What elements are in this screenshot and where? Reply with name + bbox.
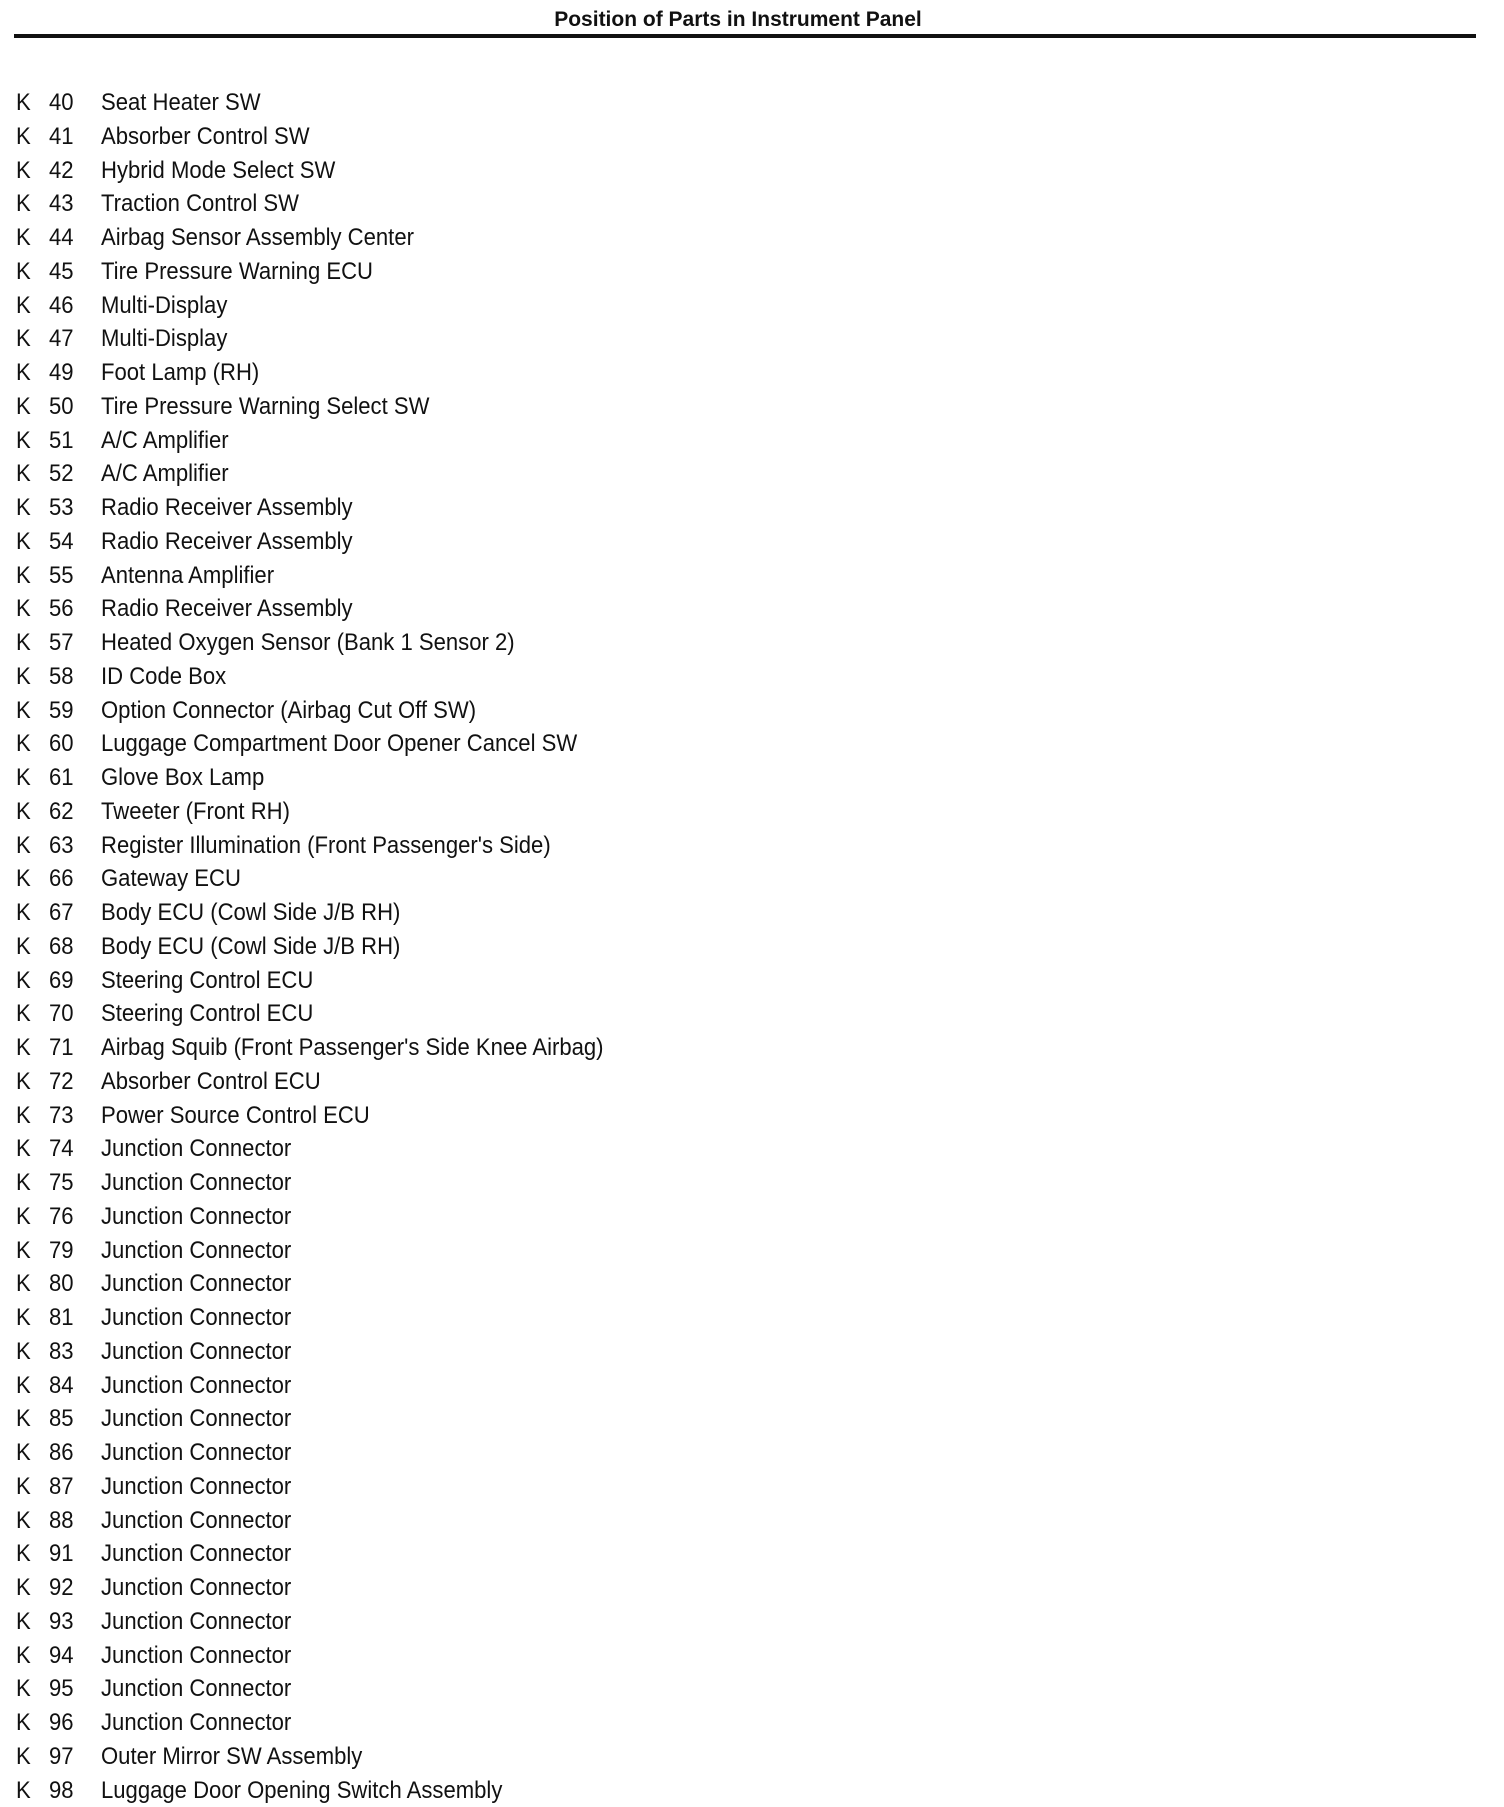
- part-name: Multi-Display: [101, 289, 227, 323]
- part-number: 91: [49, 1537, 74, 1571]
- part-number: 59: [49, 694, 74, 728]
- part-prefix: K: [16, 1335, 31, 1369]
- part-prefix: K: [16, 356, 31, 390]
- part-number: 80: [49, 1267, 74, 1301]
- part-row: [0, 1234, 1504, 1268]
- part-number: 86: [49, 1436, 74, 1470]
- part-prefix: K: [16, 424, 31, 458]
- part-prefix: K: [16, 154, 31, 188]
- part-number: 67: [49, 896, 74, 930]
- part-number: 68: [49, 930, 74, 964]
- part-row: [0, 997, 1504, 1031]
- part-prefix: K: [16, 1301, 31, 1335]
- part-name: Glove Box Lamp: [101, 761, 264, 795]
- part-name: A/C Amplifier: [101, 424, 229, 458]
- part-row: [0, 964, 1504, 998]
- part-row: [0, 356, 1504, 390]
- part-row: [0, 1639, 1504, 1673]
- page-title: Position of Parts in Instrument Panel: [0, 6, 1476, 34]
- part-name: Radio Receiver Assembly: [101, 491, 353, 525]
- part-row: [0, 1301, 1504, 1335]
- part-name: Junction Connector: [101, 1301, 291, 1335]
- part-number: 88: [49, 1504, 74, 1538]
- part-row: [0, 1537, 1504, 1571]
- part-name: Junction Connector: [101, 1369, 291, 1403]
- part-name: Luggage Door Opening Switch Assembly: [101, 1774, 502, 1807]
- part-prefix: K: [16, 660, 31, 694]
- part-name: Multi-Display: [101, 322, 227, 356]
- part-row: [0, 1436, 1504, 1470]
- part-name: Junction Connector: [101, 1166, 291, 1200]
- part-row: [0, 491, 1504, 525]
- part-number: 43: [49, 187, 74, 221]
- part-prefix: K: [16, 289, 31, 323]
- part-name: Outer Mirror SW Assembly: [101, 1740, 362, 1774]
- part-prefix: K: [16, 930, 31, 964]
- part-prefix: K: [16, 120, 31, 154]
- part-prefix: K: [16, 1605, 31, 1639]
- part-prefix: K: [16, 491, 31, 525]
- part-number: 44: [49, 221, 74, 255]
- title-divider: [14, 34, 1476, 38]
- part-row: [0, 761, 1504, 795]
- part-prefix: K: [16, 1234, 31, 1268]
- part-name: Junction Connector: [101, 1200, 291, 1234]
- part-row: [0, 592, 1504, 626]
- part-number: 97: [49, 1740, 74, 1774]
- part-name: Gateway ECU: [101, 862, 241, 896]
- part-name: Option Connector (Airbag Cut Off SW): [101, 694, 476, 728]
- part-prefix: K: [16, 559, 31, 593]
- part-number: 61: [49, 761, 74, 795]
- part-number: 60: [49, 727, 74, 761]
- part-number: 94: [49, 1639, 74, 1673]
- part-prefix: K: [16, 1436, 31, 1470]
- part-name: Tweeter (Front RH): [101, 795, 290, 829]
- part-name: Junction Connector: [101, 1267, 291, 1301]
- part-name: Heated Oxygen Sensor (Bank 1 Sensor 2): [101, 626, 515, 660]
- part-name: Steering Control ECU: [101, 997, 313, 1031]
- part-name: Luggage Compartment Door Opener Cancel SW: [101, 727, 577, 761]
- part-prefix: K: [16, 727, 31, 761]
- part-row: [0, 1504, 1504, 1538]
- part-name: Junction Connector: [101, 1234, 291, 1268]
- part-name: Absorber Control ECU: [101, 1065, 321, 1099]
- part-prefix: K: [16, 896, 31, 930]
- part-number: 62: [49, 795, 74, 829]
- part-number: 49: [49, 356, 74, 390]
- part-name: Junction Connector: [101, 1504, 291, 1538]
- part-name: Radio Receiver Assembly: [101, 525, 353, 559]
- part-row: [0, 694, 1504, 728]
- part-row: [0, 255, 1504, 289]
- part-number: 83: [49, 1335, 74, 1369]
- part-prefix: K: [16, 187, 31, 221]
- part-name: Airbag Squib (Front Passenger's Side Knee Airbag): [101, 1031, 604, 1065]
- part-name: Absorber Control SW: [101, 120, 310, 154]
- part-row: [0, 660, 1504, 694]
- part-number: 51: [49, 424, 74, 458]
- part-row: [0, 187, 1504, 221]
- part-number: 56: [49, 592, 74, 626]
- part-number: 95: [49, 1672, 74, 1706]
- part-number: 84: [49, 1369, 74, 1403]
- part-prefix: K: [16, 525, 31, 559]
- part-number: 40: [49, 86, 74, 120]
- part-row: [0, 1166, 1504, 1200]
- part-prefix: K: [16, 322, 31, 356]
- part-row: [0, 1706, 1504, 1740]
- part-row: [0, 1605, 1504, 1639]
- part-row: [0, 559, 1504, 593]
- part-row: [0, 1132, 1504, 1166]
- part-prefix: K: [16, 1132, 31, 1166]
- part-name: Power Source Control ECU: [101, 1099, 370, 1133]
- part-name: Tire Pressure Warning ECU: [101, 255, 373, 289]
- part-name: Steering Control ECU: [101, 964, 313, 998]
- part-prefix: K: [16, 1571, 31, 1605]
- part-name: ID Code Box: [101, 660, 226, 694]
- part-prefix: K: [16, 1369, 31, 1403]
- part-name: Junction Connector: [101, 1335, 291, 1369]
- part-number: 69: [49, 964, 74, 998]
- part-row: [0, 1369, 1504, 1403]
- parts-list: [0, 86, 1504, 1807]
- part-row: [0, 154, 1504, 188]
- part-name: Junction Connector: [101, 1132, 291, 1166]
- part-prefix: K: [16, 626, 31, 660]
- part-number: 57: [49, 626, 74, 660]
- part-row: [0, 795, 1504, 829]
- part-prefix: K: [16, 829, 31, 863]
- part-row: [0, 626, 1504, 660]
- part-number: 42: [49, 154, 74, 188]
- part-name: Register Illumination (Front Passenger's Side): [101, 829, 551, 863]
- part-prefix: K: [16, 255, 31, 289]
- part-number: 74: [49, 1132, 74, 1166]
- part-number: 52: [49, 457, 74, 491]
- part-name: Junction Connector: [101, 1706, 291, 1740]
- part-name: Junction Connector: [101, 1672, 291, 1706]
- part-number: 50: [49, 390, 74, 424]
- part-number: 81: [49, 1301, 74, 1335]
- part-name: Airbag Sensor Assembly Center: [101, 221, 414, 255]
- part-name: Body ECU (Cowl Side J/B RH): [101, 896, 400, 930]
- part-row: [0, 289, 1504, 323]
- part-number: 53: [49, 491, 74, 525]
- part-prefix: K: [16, 1706, 31, 1740]
- part-row: [0, 727, 1504, 761]
- part-name: Antenna Amplifier: [101, 559, 274, 593]
- part-row: [0, 86, 1504, 120]
- part-row: [0, 1031, 1504, 1065]
- part-name: A/C Amplifier: [101, 457, 229, 491]
- part-prefix: K: [16, 1402, 31, 1436]
- part-name: Foot Lamp (RH): [101, 356, 259, 390]
- part-row: [0, 1402, 1504, 1436]
- part-row: [0, 1470, 1504, 1504]
- part-number: 72: [49, 1065, 74, 1099]
- part-row: [0, 525, 1504, 559]
- part-prefix: K: [16, 862, 31, 896]
- part-row: [0, 1672, 1504, 1706]
- part-number: 85: [49, 1402, 74, 1436]
- part-prefix: K: [16, 1099, 31, 1133]
- part-name: Junction Connector: [101, 1571, 291, 1605]
- part-row: [0, 221, 1504, 255]
- part-prefix: K: [16, 1537, 31, 1571]
- part-prefix: K: [16, 592, 31, 626]
- part-number: 79: [49, 1234, 74, 1268]
- part-number: 55: [49, 559, 74, 593]
- part-name: Junction Connector: [101, 1402, 291, 1436]
- part-prefix: K: [16, 761, 31, 795]
- part-number: 92: [49, 1571, 74, 1605]
- part-row: [0, 930, 1504, 964]
- part-prefix: K: [16, 1672, 31, 1706]
- part-prefix: K: [16, 1774, 31, 1807]
- part-row: [0, 1099, 1504, 1133]
- part-number: 63: [49, 829, 74, 863]
- part-name: Junction Connector: [101, 1537, 291, 1571]
- part-name: Body ECU (Cowl Side J/B RH): [101, 930, 400, 964]
- part-name: Tire Pressure Warning Select SW: [101, 390, 429, 424]
- part-row: [0, 120, 1504, 154]
- part-row: [0, 862, 1504, 896]
- part-number: 66: [49, 862, 74, 896]
- part-name: Junction Connector: [101, 1470, 291, 1504]
- part-number: 45: [49, 255, 74, 289]
- part-row: [0, 457, 1504, 491]
- part-number: 98: [49, 1774, 74, 1807]
- part-row: [0, 424, 1504, 458]
- part-prefix: K: [16, 1166, 31, 1200]
- part-number: 47: [49, 322, 74, 356]
- part-number: 70: [49, 997, 74, 1031]
- part-row: [0, 1335, 1504, 1369]
- part-prefix: K: [16, 1639, 31, 1673]
- part-prefix: K: [16, 1031, 31, 1065]
- part-prefix: K: [16, 221, 31, 255]
- part-row: [0, 390, 1504, 424]
- part-row: [0, 1740, 1504, 1774]
- part-prefix: K: [16, 86, 31, 120]
- part-prefix: K: [16, 1267, 31, 1301]
- part-number: 96: [49, 1706, 74, 1740]
- part-number: 71: [49, 1031, 74, 1065]
- part-name: Junction Connector: [101, 1639, 291, 1673]
- part-row: [0, 1267, 1504, 1301]
- part-prefix: K: [16, 694, 31, 728]
- part-name: Junction Connector: [101, 1605, 291, 1639]
- part-prefix: K: [16, 795, 31, 829]
- part-name: Seat Heater SW: [101, 86, 261, 120]
- part-name: Radio Receiver Assembly: [101, 592, 353, 626]
- part-number: 76: [49, 1200, 74, 1234]
- part-prefix: K: [16, 964, 31, 998]
- part-row: [0, 829, 1504, 863]
- part-row: [0, 1571, 1504, 1605]
- part-name: Hybrid Mode Select SW: [101, 154, 335, 188]
- part-number: 58: [49, 660, 74, 694]
- part-number: 46: [49, 289, 74, 323]
- part-prefix: K: [16, 997, 31, 1031]
- part-number: 87: [49, 1470, 74, 1504]
- part-prefix: K: [16, 1504, 31, 1538]
- part-name: Traction Control SW: [101, 187, 299, 221]
- part-prefix: K: [16, 1200, 31, 1234]
- part-prefix: K: [16, 457, 31, 491]
- part-number: 73: [49, 1099, 74, 1133]
- part-number: 93: [49, 1605, 74, 1639]
- part-row: [0, 1065, 1504, 1099]
- part-number: 41: [49, 120, 74, 154]
- part-name: Junction Connector: [101, 1436, 291, 1470]
- part-row: [0, 896, 1504, 930]
- part-prefix: K: [16, 1470, 31, 1504]
- part-row: [0, 1200, 1504, 1234]
- part-prefix: K: [16, 1065, 31, 1099]
- part-row: [0, 322, 1504, 356]
- part-number: 75: [49, 1166, 74, 1200]
- part-prefix: K: [16, 1740, 31, 1774]
- part-number: 54: [49, 525, 74, 559]
- part-prefix: K: [16, 390, 31, 424]
